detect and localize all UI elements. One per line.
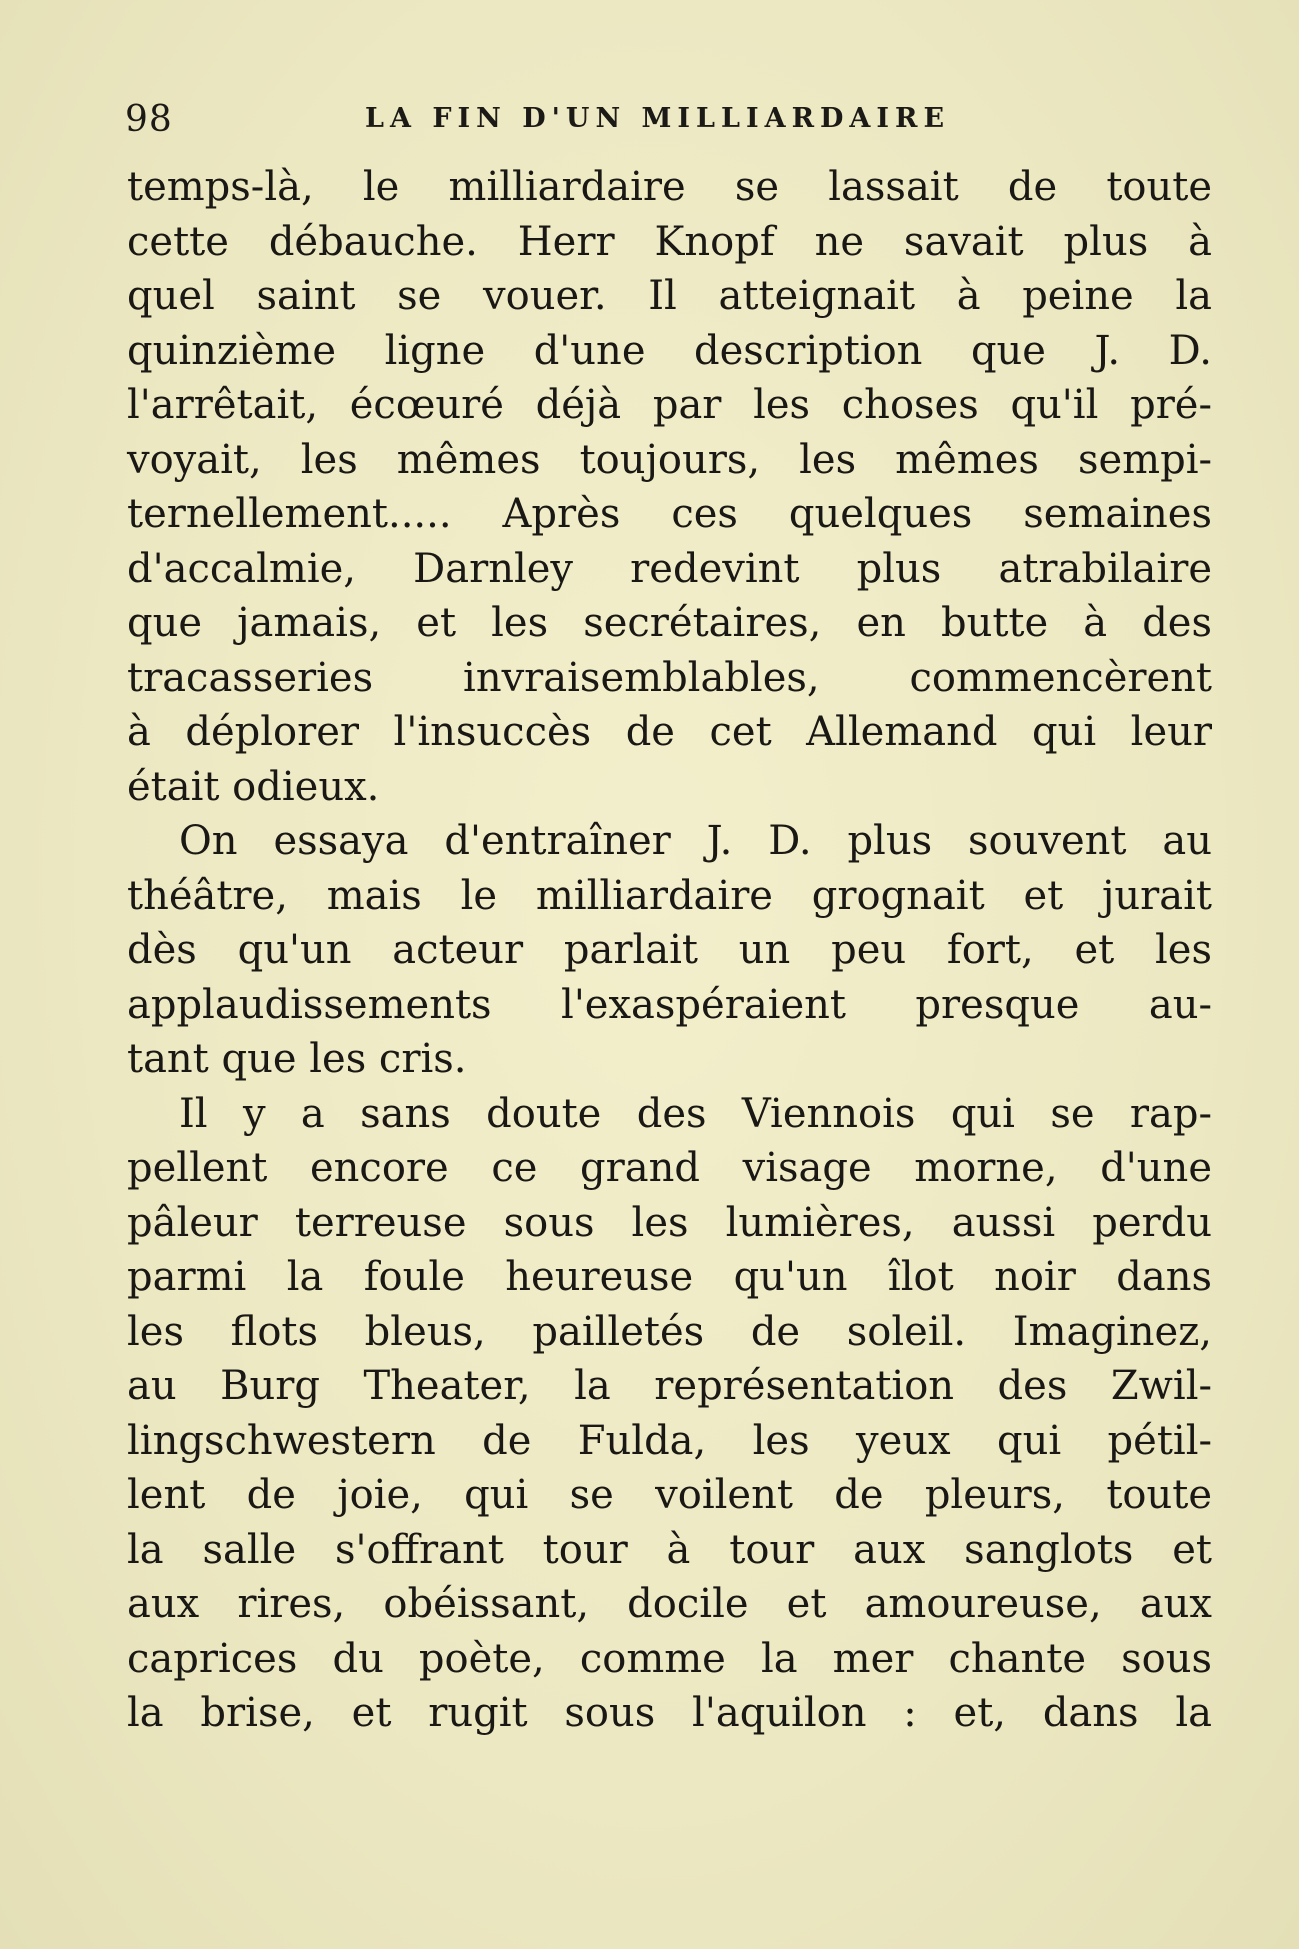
text-line: aux rires, obéissant, docile et amoureuse, aux: [127, 1581, 1212, 1627]
text-line-paragraph-end: tant que les cris.: [127, 1036, 467, 1082]
text-line: lingschwestern de Fulda, les yeux qui pétil-: [127, 1417, 1212, 1464]
text-line-paragraph-start: On essaya d'entraîner J. D. plus souvent au: [179, 818, 1212, 864]
text-line: lent de joie, qui se voilent de pleurs, toute: [127, 1472, 1212, 1518]
text-line: quinzième ligne d'une description que J. D.: [127, 327, 1212, 374]
text-line: les flots bleus, pailletés de soleil. Imaginez,: [127, 1308, 1212, 1355]
text-line: théâtre, mais le milliardaire grognait et jurait: [127, 872, 1212, 919]
text-line: pellent encore ce grand visage morne, d'une: [127, 1145, 1212, 1191]
text-line: pâleur terreuse sous les lumières, aussi perdu: [127, 1199, 1212, 1246]
text-line: tracasseries invraisemblables, commencèrent: [127, 654, 1212, 701]
text-line: dès qu'un acteur parlait un peu fort, et les: [127, 927, 1212, 973]
text-line: la brise, et rugit sous l'aquilon : et, dans la: [127, 1690, 1212, 1736]
text-line: quel saint se vouer. Il atteignait à peine la: [127, 273, 1212, 319]
text-line: applaudissements l'exaspéraient presque au-: [127, 981, 1212, 1028]
text-line: ternellement..... Après ces quelques semaines: [127, 491, 1212, 537]
text-line: parmi la foule heureuse qu'un îlot noir dans: [127, 1254, 1212, 1300]
running-head: [125, 95, 1225, 145]
text-line-paragraph-start: Il y a sans doute des Viennois qui se rap-: [179, 1090, 1212, 1137]
book-title: LA FIN D'UN MILLIARDAIRE: [365, 103, 951, 134]
page-number: 98: [125, 99, 173, 140]
text-line: la salle s'offrant tour à tour aux sanglots et: [127, 1526, 1212, 1573]
text-line: que jamais, et les secrétaires, en butte à des: [127, 600, 1212, 646]
text-line: au Burg Theater, la représentation des Zwil-: [127, 1363, 1212, 1409]
text-line: l'arrêtait, écœuré déjà par les choses qu'il pré-: [127, 382, 1212, 428]
text-line: temps-là, le milliardaire se lassait de toute: [127, 164, 1212, 210]
text-line: cette débauche. Herr Knopf ne savait plus à: [127, 218, 1212, 265]
text-line: d'accalmie, Darnley redevint plus atrabilaire: [127, 545, 1212, 592]
text-line: voyait, les mêmes toujours, les mêmes sempi-: [127, 436, 1212, 483]
text-line: caprices du poète, comme la mer chante sous: [127, 1635, 1212, 1682]
text-line-paragraph-end: était odieux.: [127, 763, 380, 810]
text-line: à déplorer l'insuccès de cet Allemand qui leur: [127, 709, 1212, 755]
body-text: [127, 160, 1212, 1741]
